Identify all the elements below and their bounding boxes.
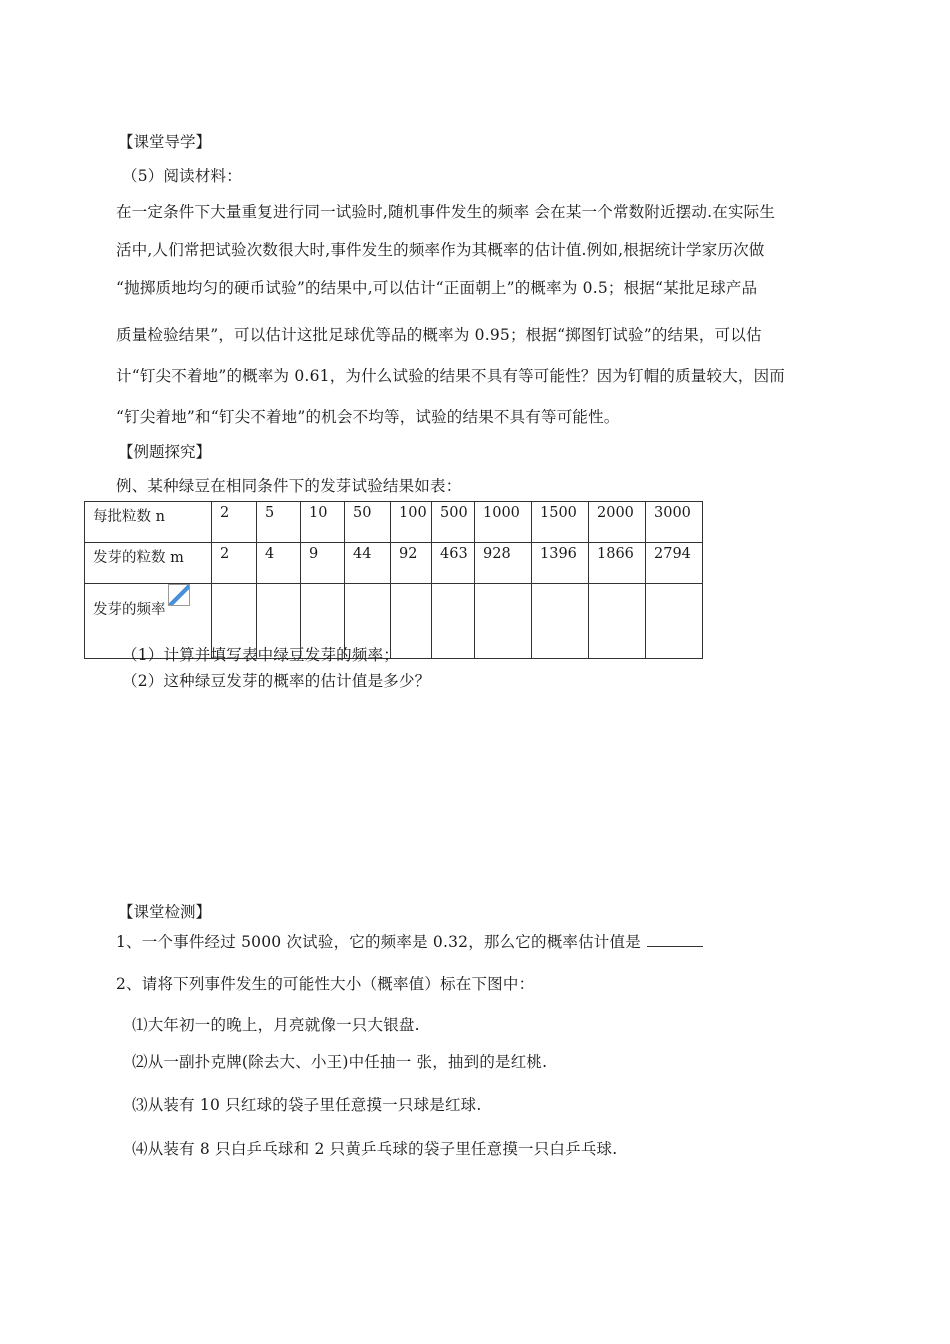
event-item: ⑷从装有 8 只白乒乓球和 2 只黄乒乓球的袋子里任意摸一只白乒乓球. (132, 1140, 618, 1158)
event-item: ⑶从装有 10 只红球的袋子里任意摸一只球是红球. (132, 1096, 482, 1114)
empty-cell (646, 584, 703, 659)
table-cell: 2000 (589, 502, 646, 543)
table-cell: 1000 (475, 502, 532, 543)
check-question-2: 2、请将下列事件发生的可能性大小（概率值）标在下图中： (116, 975, 535, 993)
row-label: 发芽的粒数 m (85, 543, 212, 584)
check-question-1-text: 1、一个事件经过 5000 次试验，它的频率是 0.32，那么它的概率估计值是 (116, 933, 641, 951)
reading-line: 计“钉尖不着地”的概率为 0.61，为什么试验的结果不具有等可能性？因为钉帽的质量较大，因而 (116, 367, 785, 385)
reading-line: 质量检验结果”，可以估计这批足球优等品的概率为 0.95；根据“掷图钉试验”的结果，可以估 (116, 326, 762, 344)
empty-cell (532, 584, 589, 659)
table-cell: 5 (257, 502, 301, 543)
reading-line: 在一定条件下大量重复进行同一试验时,随机事件发生的频率 会在某一个常数附近摆动.在实际生 (116, 203, 776, 221)
table-cell: 10 (301, 502, 345, 543)
check-heading: 【课堂检测】 (118, 903, 212, 921)
table-cell: 4 (257, 543, 301, 584)
table-cell: 50 (345, 502, 391, 543)
reading-line: 活中,人们常把试验次数很大时,事件发生的频率作为其概率的估计值.例如,根据统计学家历次做 (116, 241, 765, 259)
table-cell: 1396 (532, 543, 589, 584)
table-cell: 463 (432, 543, 475, 584)
empty-cell (475, 584, 532, 659)
germination-table (84, 501, 703, 659)
reading-line: “钉尖着地”和“钉尖不着地”的机会不均等，试验的结果不具有等可能性。 (116, 408, 620, 426)
row-label: 发芽的频率 (93, 602, 166, 618)
table-cell: 100 (391, 502, 432, 543)
example-intro: 例、某种绿豆在相同条件下的发芽试验结果如表： (116, 477, 462, 495)
guide-heading: 【课堂导学】 (118, 133, 212, 151)
empty-cell (432, 584, 475, 659)
row-label: 每批粒数 n (85, 502, 212, 543)
table-cell: 92 (391, 543, 432, 584)
table-cell: 2 (212, 502, 257, 543)
table-row (85, 502, 703, 543)
table-cell: 2 (212, 543, 257, 584)
table-cell: 928 (475, 543, 532, 584)
event-item: ⑵从一副扑克牌(除去大、小王)中任抽一 张，抽到的是红桃. (132, 1053, 548, 1071)
table-cell: 1500 (532, 502, 589, 543)
check-question-1 (116, 930, 703, 952)
table-cell: 9 (301, 543, 345, 584)
table-cell: 44 (345, 543, 391, 584)
event-item: ⑴大年初一的晚上，月亮就像一只大银盘. (132, 1016, 420, 1034)
table-cell: 3000 (646, 502, 703, 543)
answer-blank[interactable] (647, 932, 703, 947)
reading-line: “抛掷质地均匀的硬币试验”的结果中,可以估计“正面朝上”的概率为 0.5；根据“某批足球产品 (116, 279, 758, 297)
table-cell: 2794 (646, 543, 703, 584)
question-2: （2）这种绿豆发芽的概率的估计值是多少？ (122, 672, 431, 690)
question-1: （1）计算并填写表中绿豆发芽的频率； (122, 646, 399, 664)
broken-image-icon (168, 584, 190, 606)
table-cell: 1866 (589, 543, 646, 584)
table-row (85, 543, 703, 584)
table-cell: 500 (432, 502, 475, 543)
example-heading: 【例题探究】 (118, 443, 212, 461)
reading-title: （5）阅读材料： (122, 167, 242, 185)
empty-cell (589, 584, 646, 659)
